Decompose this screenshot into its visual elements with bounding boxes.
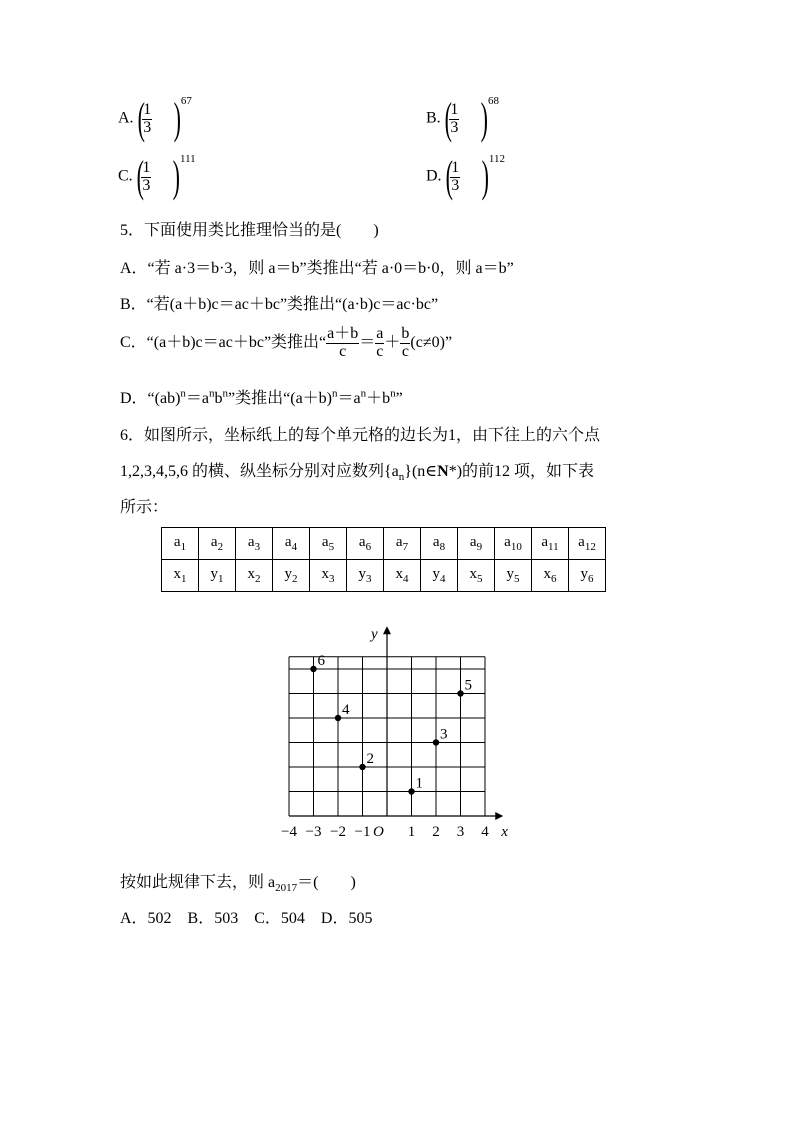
table-cell: $a_4$ xyxy=(273,528,310,560)
table-cell: $x_4$ xyxy=(384,560,421,592)
table-cell: $x_5$ xyxy=(458,560,495,592)
q6-ask: 按如此规律下去，则 $a_{2017}=$( ) xyxy=(120,874,356,895)
point-label: 6 xyxy=(317,653,325,669)
q6-line3: 所示： xyxy=(120,499,169,516)
fraction: $\frac{1}{3}$ xyxy=(142,158,151,194)
table-cell: $a_{11}$ xyxy=(532,528,569,560)
plus-sign: ＋ xyxy=(384,333,401,351)
x-tick-label: 1 xyxy=(407,824,416,840)
table-cell: $a_5$ xyxy=(310,528,347,560)
option-text: (c≠0)” xyxy=(410,333,453,351)
q6-line1: 6．如图所示，坐标纸上的每个单元格的边长为1，由下往上的六个点 xyxy=(120,427,601,444)
left-paren: ( xyxy=(445,152,453,201)
point-label: 1 xyxy=(415,775,423,792)
fraction: $\frac{1}{3}$ xyxy=(450,100,459,136)
table-cell: $a_7$ xyxy=(384,528,421,560)
fraction: $\frac{a}{c}$ xyxy=(376,325,384,360)
point-label: 2 xyxy=(366,751,374,767)
equals-sign: ＝ xyxy=(359,333,376,351)
table-cell: $x_6$ xyxy=(532,560,569,592)
x-tick-label: −1 xyxy=(354,824,371,840)
q5-option-d[interactable]: D．“$(ab)^n=a^nb^n$”类推出“$(a+b)^n=a^n+b^n$” xyxy=(120,387,403,407)
data-point xyxy=(359,764,365,770)
x-tick-label: 4 xyxy=(481,824,489,840)
option-label: B. xyxy=(426,109,441,127)
data-point xyxy=(335,715,341,721)
q5-option-a[interactable]: A．“若 a·3＝b·3，则 a＝b”类推出“若 a·0＝b·0，则 a＝b” xyxy=(120,260,514,277)
table-cell: $a_2$ xyxy=(199,528,236,560)
table-cell: $a_{12}$ xyxy=(569,528,606,560)
table-cell: $a_6$ xyxy=(347,528,384,560)
x-tick-label: 2 xyxy=(432,824,440,840)
right-paren: ) xyxy=(480,94,489,143)
table-cell: $a_{10}$ xyxy=(495,528,532,560)
right-paren: ) xyxy=(172,152,181,201)
option-text: C．“(a＋b)c＝ac＋bc”类推出“ xyxy=(120,333,327,351)
left-paren: ( xyxy=(444,94,452,143)
q5-option-b[interactable]: B．“若(a＋b)c＝ac＋bc”类推出“(a·b)c＝ac·bc” xyxy=(120,296,439,313)
table-cell: $y_6$ xyxy=(569,560,606,592)
x-tick-label: 3 xyxy=(456,824,465,840)
point-label: 5 xyxy=(464,677,472,694)
x-axis-arrow xyxy=(495,812,503,820)
x-tick-label: −4 xyxy=(281,824,297,840)
table-cell: $y_3$ xyxy=(347,560,384,592)
fraction: $\frac{1}{3}$ xyxy=(451,158,460,194)
table-cell: $y_2$ xyxy=(273,560,310,592)
option-label: C. xyxy=(118,167,133,185)
y-axis-arrow xyxy=(383,626,391,634)
y-axis-label: y xyxy=(371,626,378,643)
table-cell: $a_1$ xyxy=(162,528,199,560)
table-cell: $x_3$ xyxy=(310,560,347,592)
table-cell: $a_9$ xyxy=(458,528,495,560)
x-tick-label: −2 xyxy=(330,824,346,840)
left-paren: ( xyxy=(137,94,145,143)
table-cell: $x_2$ xyxy=(236,560,273,592)
table-cell: $x_1$ xyxy=(162,560,199,592)
exponent: 67 xyxy=(180,95,192,107)
fraction: $\frac{1}{3}$ xyxy=(143,100,152,136)
right-paren: ) xyxy=(173,94,182,143)
x-axis-label: x xyxy=(501,824,508,840)
table-cell: $a_8$ xyxy=(421,528,458,560)
fraction: $\frac{a+b}{c}$ xyxy=(327,325,359,360)
q6-choices[interactable]: A．502 B．503 C．504 D．505 xyxy=(120,910,373,927)
option-label: A. xyxy=(118,109,134,127)
left-paren: ( xyxy=(136,152,144,201)
data-point xyxy=(310,666,316,672)
exponent: 68 xyxy=(487,95,499,107)
option-label: D. xyxy=(426,167,442,185)
table-cell: $y_5$ xyxy=(495,560,532,592)
q5-stem: 5．下面使用类比推理恰当的是( ) xyxy=(120,222,379,239)
point-label: 3 xyxy=(440,726,448,743)
point-label: 4 xyxy=(342,702,350,718)
data-point xyxy=(433,739,439,745)
exponent: 112 xyxy=(488,153,505,165)
data-point xyxy=(457,690,463,696)
fraction: $\frac{b}{c}$ xyxy=(401,325,410,360)
table-cell: $a_3$ xyxy=(236,528,273,560)
table-cell: $y_4$ xyxy=(421,560,458,592)
q6-line2: 1,2,3,4,5,6 的横、纵坐标分别对应数列$\{a_n\}(n\in N*)$的前12 项，如下表 xyxy=(120,463,595,484)
data-point xyxy=(408,788,414,794)
right-paren: ) xyxy=(481,152,490,201)
exponent: 111 xyxy=(179,153,196,165)
origin-label: O xyxy=(373,824,384,840)
table-cell: $y_1$ xyxy=(199,560,236,592)
x-tick-label: −3 xyxy=(305,824,322,840)
